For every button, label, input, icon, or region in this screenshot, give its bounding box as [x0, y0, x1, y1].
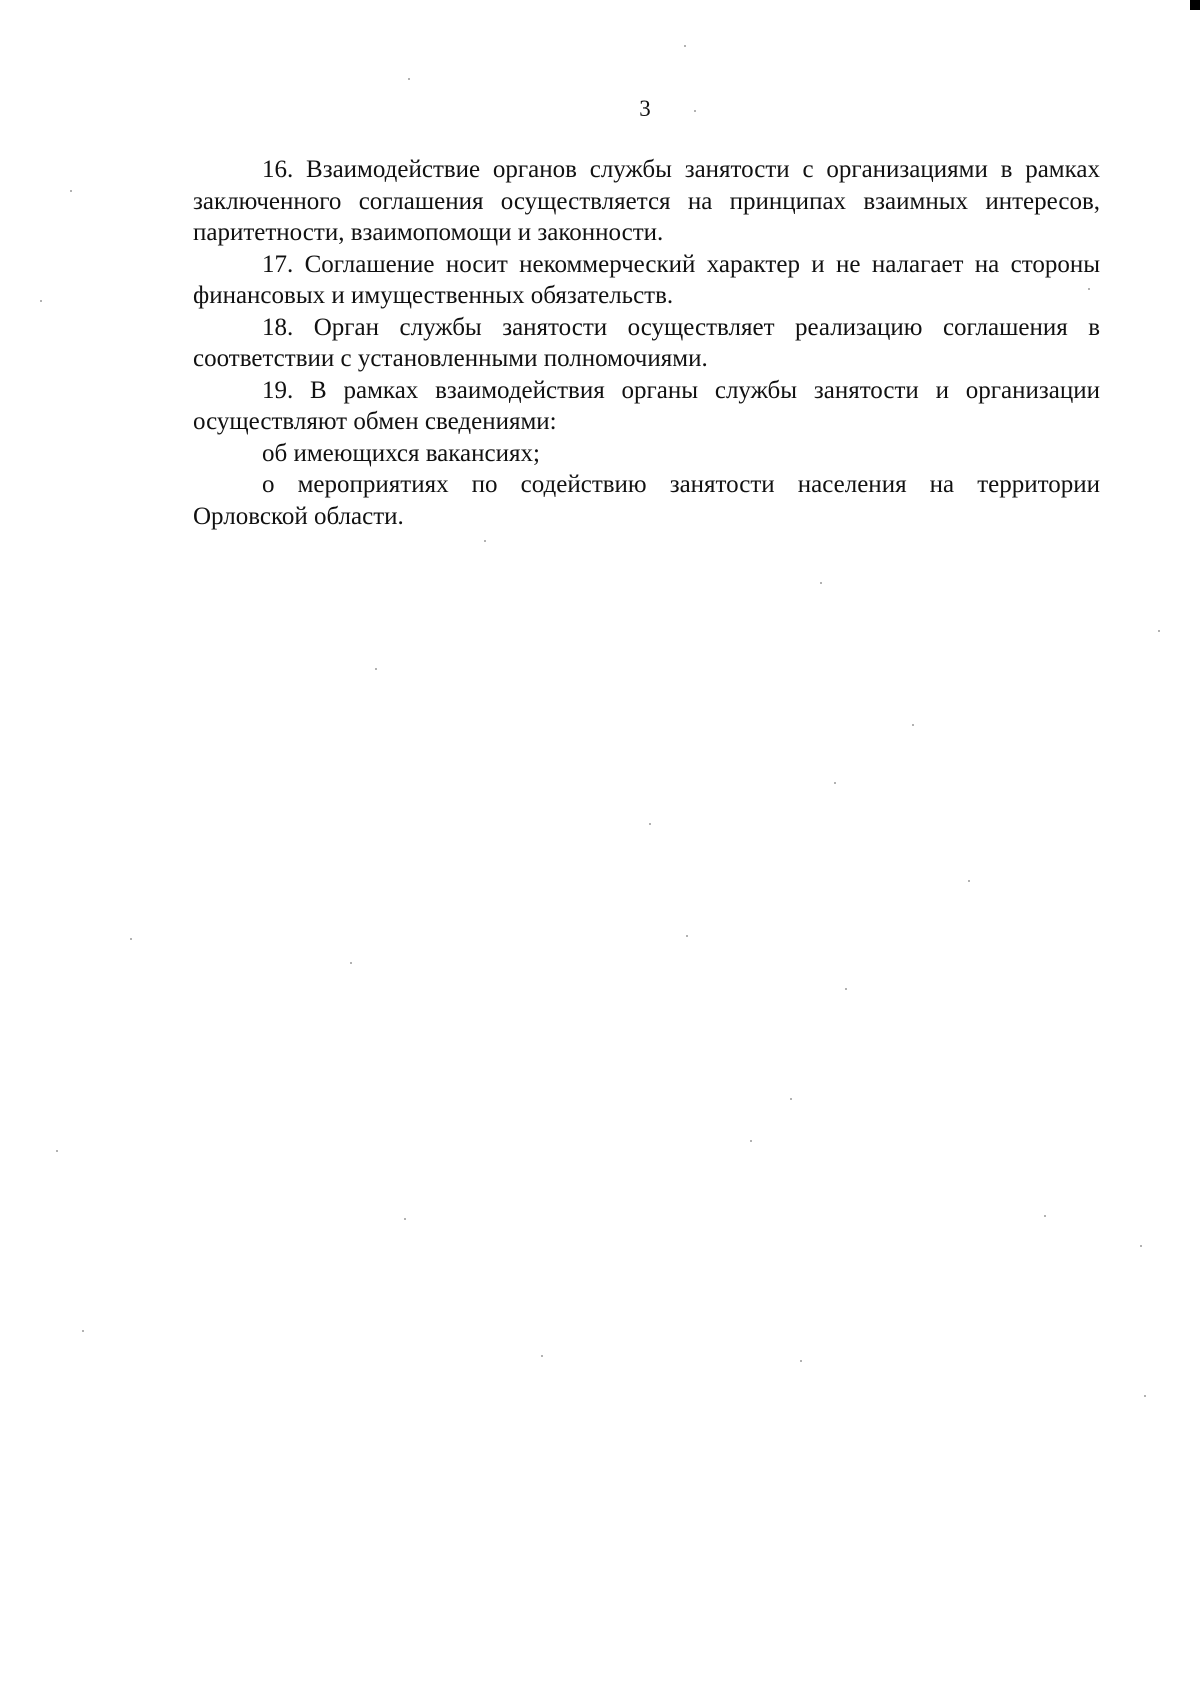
scan-speck — [790, 1098, 792, 1100]
scan-speck — [82, 1330, 84, 1332]
scan-speck — [820, 582, 822, 584]
scan-speck — [1088, 288, 1090, 290]
scan-speck — [649, 823, 651, 825]
scan-speck — [912, 724, 914, 726]
scan-speck — [800, 1360, 802, 1362]
scan-speck — [56, 1150, 58, 1152]
scan-speck — [484, 540, 486, 542]
scan-corner-mark — [1190, 0, 1200, 10]
scan-speck — [1158, 630, 1160, 632]
scan-speck — [686, 935, 688, 937]
document-body — [193, 154, 1100, 532]
list-item-employment-measures: о мероприятиях по содействию занятости населения на территории Орловской области. — [193, 471, 1100, 530]
scan-speck — [404, 1218, 406, 1220]
scan-speck — [968, 880, 970, 882]
scan-speck — [694, 110, 696, 112]
scan-speck — [408, 78, 410, 80]
scan-speck — [130, 938, 132, 940]
scan-speck — [1044, 1215, 1046, 1217]
scan-speck — [834, 782, 836, 784]
scan-speck — [1144, 1395, 1146, 1397]
scan-speck — [684, 45, 686, 47]
paragraph-18: 18. Орган службы занятости осуществляет реализацию соглашения в соответствии с установленными полномочиями. — [193, 313, 1100, 372]
scan-speck — [845, 988, 847, 990]
paragraph-19: 19. В рамках взаимодействия органы службы занятости и организации осуществляют обмен сведениями: — [193, 376, 1100, 435]
scan-speck — [40, 300, 42, 302]
scan-speck — [70, 190, 72, 192]
scan-speck — [541, 1355, 543, 1357]
scan-speck — [1140, 1245, 1142, 1247]
page-number: 3 — [639, 96, 651, 121]
scan-speck — [375, 668, 377, 670]
list-item-vacancies: об имеющихся вакансиях; — [262, 439, 540, 467]
scan-speck — [750, 1140, 752, 1142]
paragraph-17: 17. Соглашение носит некоммерческий характер и не налагает на стороны финансовых и имущественных обязательств. — [193, 250, 1100, 309]
paragraph-16: 16. Взаимодействие органов службы занятости с организациями в рамках заключенного соглашения осуществляется на принципах взаимных интересов, паритетности, взаимопомощи и законности. — [193, 156, 1100, 246]
scan-speck — [350, 962, 352, 964]
